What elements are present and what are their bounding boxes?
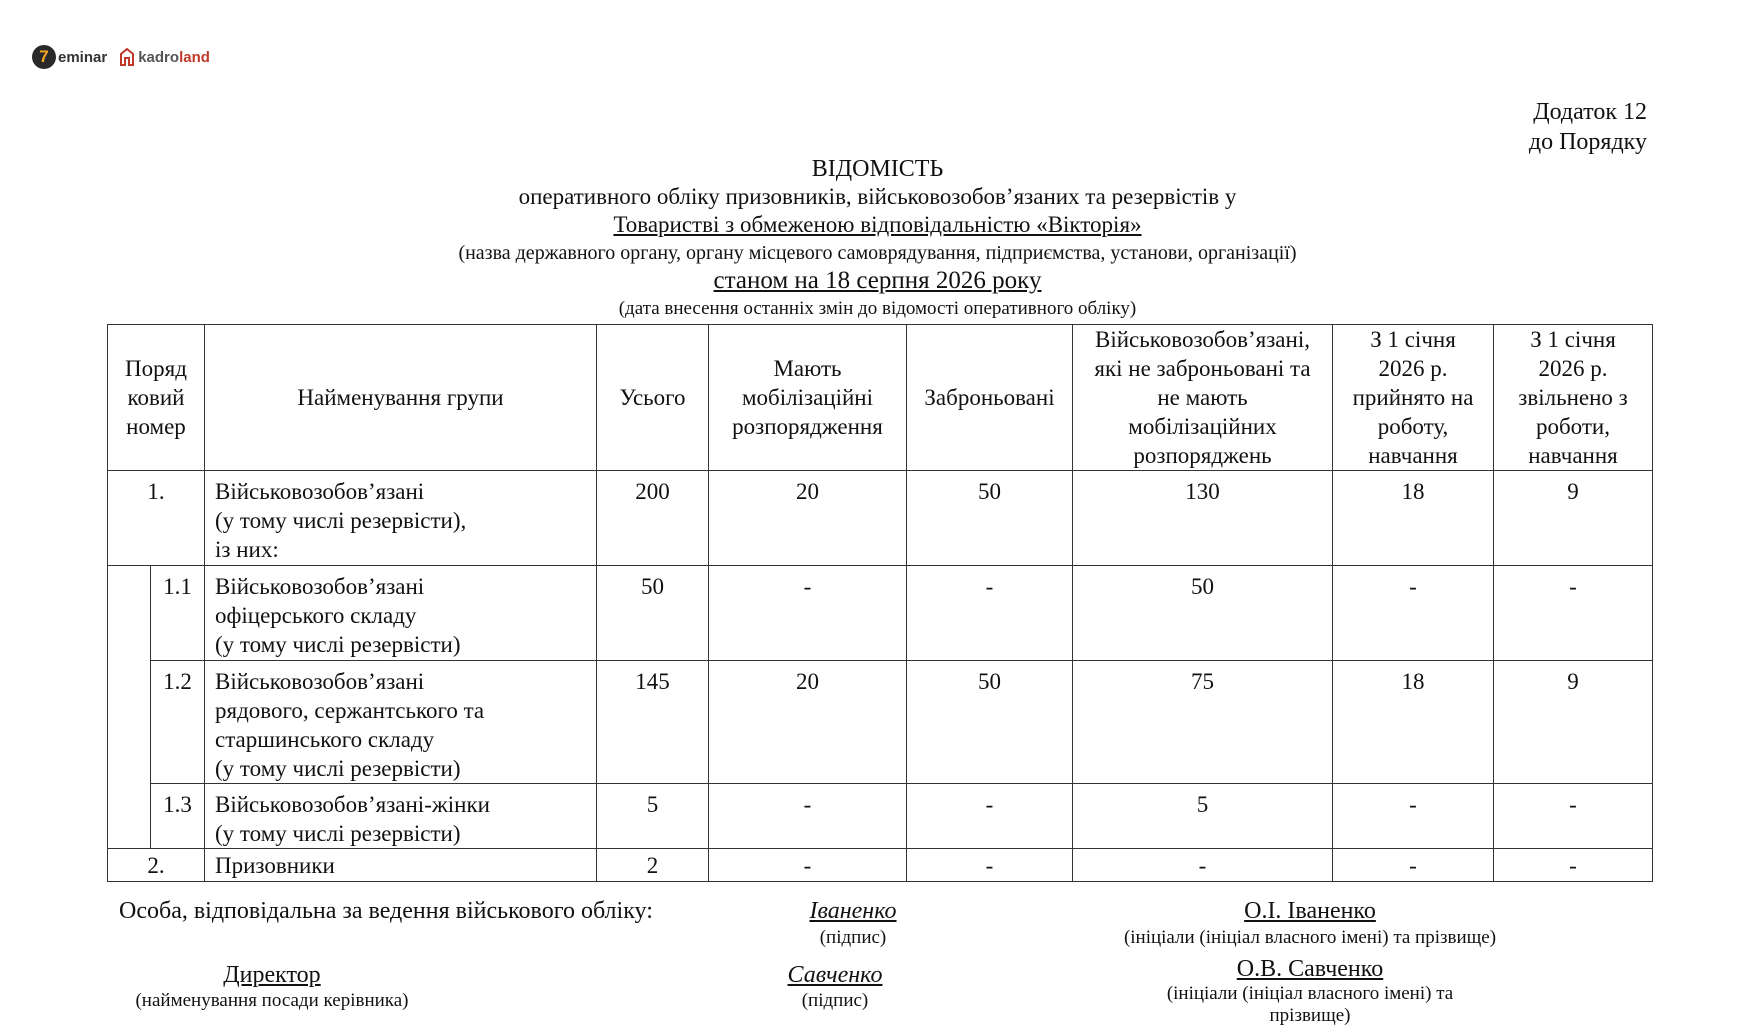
- header-total: Усього: [597, 325, 709, 471]
- appendix-line-2: до Порядку: [1528, 129, 1647, 155]
- header-mobilization-line: мобілізаційні: [741, 385, 873, 410]
- director-name-caption-line: прізвище): [1269, 1005, 1351, 1026]
- table-row: [108, 471, 1653, 566]
- row-number: 1.3: [151, 784, 205, 849]
- header-fired-line: З 1 січня: [1530, 327, 1616, 352]
- row-group-name-line: Військовозобов’язані-жінки: [215, 792, 490, 817]
- header-fired: [1494, 325, 1653, 471]
- records-table: [107, 324, 1653, 882]
- row-mobilization: -: [709, 566, 907, 661]
- table-row: [108, 566, 1653, 661]
- header-mobilization-line: розпорядження: [732, 414, 883, 439]
- row-total: 2: [597, 849, 709, 882]
- table-row: [108, 784, 1653, 849]
- row-reserved: 50: [907, 471, 1073, 566]
- appendix-line-1: Додаток 12: [1533, 99, 1647, 125]
- director-signature: Савченко: [787, 962, 883, 988]
- kadroland-logo-text-b: land: [179, 48, 210, 66]
- row-not-reserved: -: [1073, 849, 1333, 882]
- kadroland-logo: [119, 48, 210, 66]
- row-group-name: [205, 566, 597, 661]
- header-reserved: Заброньовані: [907, 325, 1073, 471]
- row-group-name-line: офіцерського складу: [215, 603, 417, 628]
- header-hired-line: навчання: [1368, 443, 1458, 468]
- row-fired: 9: [1494, 471, 1653, 566]
- row-group-name: [205, 471, 597, 566]
- responsible-signature-caption: (підпис): [819, 927, 887, 948]
- header-hired: [1333, 325, 1494, 471]
- row-group-name-line: Військовозобов’язані: [215, 479, 425, 504]
- table-row: [108, 661, 1653, 784]
- row-group-name-line: старшинського складу: [215, 727, 435, 752]
- seminar-logo: [32, 45, 107, 69]
- seminar-logo-mark: 7: [32, 45, 56, 69]
- row-not-reserved: 5: [1073, 784, 1333, 849]
- row-group-name: [205, 661, 597, 784]
- row-mobilization: 20: [709, 471, 907, 566]
- header-mobilization: [709, 325, 907, 471]
- header-number: [108, 325, 205, 471]
- row-total: 5: [597, 784, 709, 849]
- row-not-reserved: 75: [1073, 661, 1333, 784]
- seminar-logo-text: eminar: [58, 48, 108, 66]
- row-total: 200: [597, 471, 709, 566]
- row-reserved: -: [907, 849, 1073, 882]
- row-not-reserved: 130: [1073, 471, 1333, 566]
- row-group-name-line: рядового, сержантського та: [215, 698, 485, 723]
- row-total: 50: [597, 566, 709, 661]
- header-fired-line: 2026 р.: [1538, 356, 1608, 381]
- row-group-name-line: (у тому числі резервісти),: [215, 508, 467, 533]
- header-number-line: Поряд: [125, 356, 187, 381]
- header-not-reserved-line: Військовозобов’язані,: [1095, 327, 1310, 352]
- header-fired-line: звільнено з: [1518, 385, 1628, 410]
- row-hired: 18: [1333, 471, 1494, 566]
- row-fired: 9: [1494, 661, 1653, 784]
- header-not-reserved: [1073, 325, 1333, 471]
- row-number: 1.1: [151, 566, 205, 661]
- header-hired-line: прийнято на: [1352, 385, 1474, 410]
- director-title: Директор: [223, 962, 321, 988]
- kadroland-logo-text-a: kadro: [138, 48, 180, 66]
- row-fired: -: [1494, 784, 1653, 849]
- header-number-line: ковий: [127, 385, 185, 410]
- header-fired-line: роботи,: [1535, 414, 1610, 439]
- row-mobilization: 20: [709, 661, 907, 784]
- date-line: [0, 267, 1755, 295]
- header-fired-line: навчання: [1528, 443, 1618, 468]
- row-hired: -: [1333, 784, 1494, 849]
- row-reserved: -: [907, 566, 1073, 661]
- header-not-reserved-line: мобілізаційних: [1128, 414, 1277, 439]
- header-not-reserved-line: не мають: [1157, 385, 1248, 410]
- document-title: ВІДОМІСТЬ: [811, 156, 944, 182]
- row-mobilization: -: [709, 849, 907, 882]
- header-number-line: номер: [126, 414, 186, 439]
- kadroland-logo-icon: [119, 48, 135, 66]
- header-not-reserved-line: які не заброньовані та: [1094, 356, 1311, 381]
- row-not-reserved: 50: [1073, 566, 1333, 661]
- row-group-name-line: (у тому числі резервісти): [215, 821, 461, 846]
- responsible-label: Особа, відповідальна за ведення військового обліку:: [119, 898, 653, 924]
- header-hired-line: З 1 січня: [1370, 327, 1456, 352]
- row-mobilization: -: [709, 784, 907, 849]
- row-hired: -: [1333, 566, 1494, 661]
- organization-name: Товаристві з обмеженою відповідальністю «Вікторія»: [613, 212, 1142, 237]
- row-group-name-line: (у тому числі резервісти): [215, 756, 461, 781]
- row-reserved: -: [907, 784, 1073, 849]
- header-hired-line: 2026 р.: [1378, 356, 1448, 381]
- header-not-reserved-line: розпоряджень: [1133, 443, 1272, 468]
- row-group-name-line: із них:: [215, 537, 279, 562]
- row-indent-spacer: [108, 566, 151, 849]
- row-number: 1.: [108, 471, 205, 566]
- row-group-name-line: Військовозобов’язані: [215, 574, 425, 599]
- header-hired-line: роботу,: [1377, 414, 1449, 439]
- row-group-name-line: Призовники: [215, 853, 335, 878]
- row-group-name-line: Військовозобов’язані: [215, 669, 425, 694]
- appendix-note: [1529, 97, 1647, 157]
- director-title-caption: (найменування посади керівника): [135, 990, 409, 1011]
- date-caption: (дата внесення останніх змін до відомості оперативного обліку): [618, 298, 1137, 319]
- table-header-row: [108, 325, 1653, 471]
- table-row: [108, 849, 1653, 882]
- logos: [32, 44, 210, 70]
- responsible-name-caption: (ініціали (ініціал власного імені) та прізвище): [1123, 927, 1497, 948]
- row-hired: -: [1333, 849, 1494, 882]
- organization-caption: (назва державного органу, органу місцевого самоврядування, підприємства, установи, організації): [458, 242, 1297, 264]
- responsible-name: О.І. Іваненко: [1244, 898, 1376, 924]
- header-mobilization-line: Мають: [773, 356, 842, 381]
- row-fired: -: [1494, 566, 1653, 661]
- document-subtitle: оперативного обліку призовників, військовозобов’язаних та резервістів у: [518, 184, 1237, 209]
- header-group-name: Найменування групи: [205, 325, 597, 471]
- row-group-name: [205, 784, 597, 849]
- row-fired: -: [1494, 849, 1653, 882]
- row-number: 1.2: [151, 661, 205, 784]
- director-name-caption-line: (ініціали (ініціал власного імені) та: [1166, 983, 1454, 1004]
- row-reserved: 50: [907, 661, 1073, 784]
- responsible-signature: Іваненко: [809, 898, 897, 924]
- director-name: О.В. Савченко: [1236, 956, 1384, 982]
- row-total: 145: [597, 661, 709, 784]
- row-group-name-line: (у тому числі резервісти): [215, 632, 461, 657]
- row-group-name: [205, 849, 597, 882]
- director-name-caption: [1130, 983, 1490, 1027]
- row-number: 2.: [108, 849, 205, 882]
- organization-line: [0, 212, 1755, 238]
- director-signature-caption: (підпис): [801, 990, 869, 1011]
- report-date: станом на 18 серпня 2026 року: [713, 267, 1042, 294]
- row-hired: 18: [1333, 661, 1494, 784]
